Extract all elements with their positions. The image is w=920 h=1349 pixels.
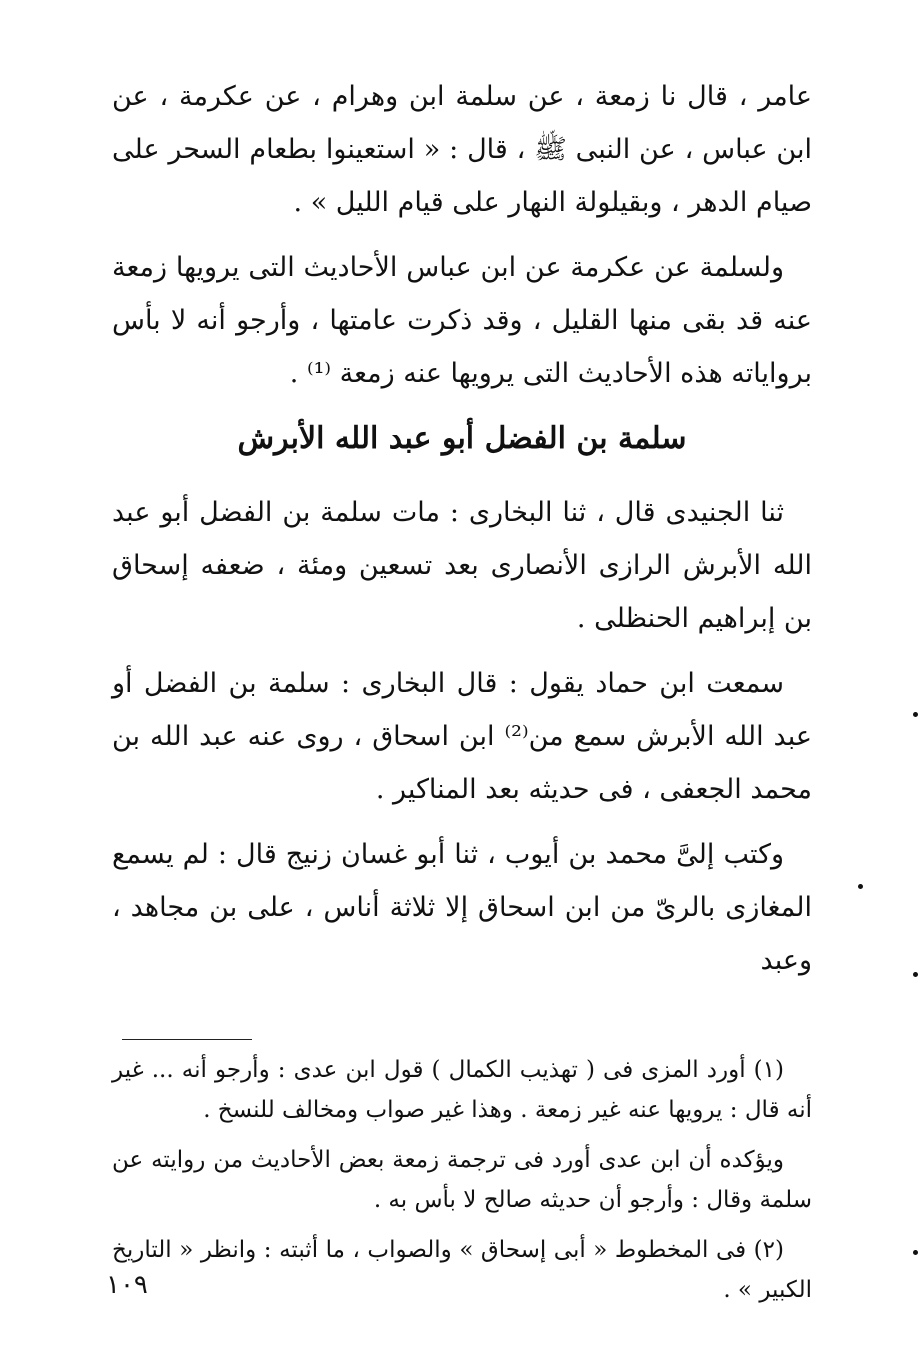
footnote-2: (٢) فى المخطوط « أبى إسحاق » والصواب ، ما أثبته : وانظر « التاريخ الكبير » . bbox=[112, 1237, 812, 1303]
scan-mark bbox=[913, 1250, 918, 1255]
footnote-separator bbox=[122, 1039, 252, 1040]
page-number: ١٠٩ bbox=[106, 1270, 148, 1300]
scan-mark bbox=[858, 884, 863, 889]
footnote-1: (١) أورد المزى فى ( تهذيب الكمال ) قول ابن عدى : وأرجو أنه ... غير أنه قال : يرويها عنه غير زمعة . وهذا غير صواب ومخالف للنسخ . bbox=[112, 1057, 812, 1123]
paragraph-2: ولسلمة عن عكرمة عن ابن عباس الأحاديث التى يرويها زمعة عنه قد بقى منها القليل ، وقد ذكرت عامتها ، وأرجو أنه لا بأس برواياته هذه الأحاديث التى يرويها عنه زمعة ⁽¹⁾ . bbox=[112, 252, 812, 389]
paragraph-3: ثنا الجنيدى قال ، ثنا البخارى : مات سلمة بن الفضل أبو عبد الله الأبرش الرازى الأنصارى بعد تسعين ومئة ، ضعفه إسحاق بن إبراهيم الحنظلى . bbox=[112, 497, 812, 634]
scan-mark bbox=[913, 712, 918, 717]
paragraph-4: سمعت ابن حماد يقول : قال البخارى : سلمة بن الفضل أو عبد الله الأبرش سمع من⁽²⁾ ابن اسحاق ، روى عنه عبد الله بن محمد الجعفى ، فى حديثه بعد المناكير . bbox=[112, 668, 812, 805]
paragraph-5: وكتب إلىَّ محمد بن أيوب ، ثنا أبو غسان زنيج قال : لم يسمع المغازى بالرىّ من ابن اسحاق إلا ثلاثة أناس ، على بن مجاهد ، وعبد bbox=[112, 839, 812, 976]
paragraph-1: عامر ، قال نا زمعة ، عن سلمة ابن وهرام ، عن عكرمة ، عن ابن عباس ، عن النبى ﷺ ، قال : « استعينوا بطعام السحر على صيام الدهر ، وبقيلولة النهار على قيام الليل » . bbox=[112, 81, 812, 218]
scan-mark bbox=[913, 972, 918, 977]
page-body bbox=[112, 70, 812, 1320]
footnote-1-continued: ويؤكده أن ابن عدى أورد فى ترجمة زمعة بعض الأحاديث من روايته عن سلمة وقال : وأرجو أن حديثه صالح لا بأس به . bbox=[112, 1147, 812, 1213]
section-heading: سلمة بن الفضل أبو عبد الله الأبرش bbox=[237, 421, 687, 456]
